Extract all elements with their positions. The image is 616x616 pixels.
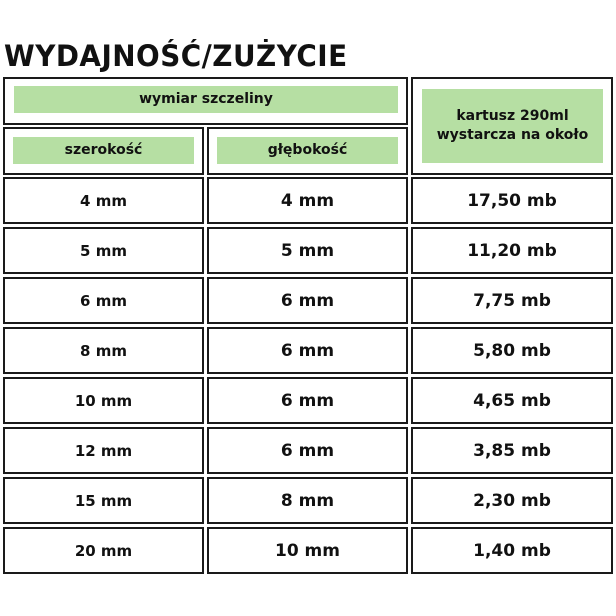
width-cell: 20 mm: [3, 527, 204, 574]
coverage-cell: 17,50 mb: [411, 177, 613, 224]
coverage-cell: 11,20 mb: [411, 227, 613, 274]
coverage-cell: 4,65 mb: [411, 377, 613, 424]
width-cell: 12 mm: [3, 427, 204, 474]
header-depth-label: głębokość: [217, 137, 398, 164]
coverage-cell: 1,40 mb: [411, 527, 613, 574]
depth-cell: 6 mm: [207, 277, 408, 324]
depth-cell: 4 mm: [207, 177, 408, 224]
depth-cell: 6 mm: [207, 327, 408, 374]
depth-cell: 6 mm: [207, 427, 408, 474]
header-width-label: szerokość: [13, 137, 194, 164]
page-title: WYDAJNOŚĆ/ZUŻYCIE: [4, 39, 348, 73]
width-cell: 8 mm: [3, 327, 204, 374]
depth-cell: 5 mm: [207, 227, 408, 274]
width-cell: 10 mm: [3, 377, 204, 424]
coverage-cell: 2,30 mb: [411, 477, 613, 524]
width-cell: 5 mm: [3, 227, 204, 274]
width-cell: 4 mm: [3, 177, 204, 224]
coverage-cell: 5,80 mb: [411, 327, 613, 374]
header-coverage-line1: kartusz 290ml: [456, 108, 569, 124]
coverage-cell: 3,85 mb: [411, 427, 613, 474]
width-cell: 15 mm: [3, 477, 204, 524]
header-gap-dimension-label: wymiar szczeliny: [14, 86, 398, 113]
header-coverage-line2: wystarcza na około: [436, 127, 589, 143]
depth-cell: 6 mm: [207, 377, 408, 424]
header-coverage-label: [422, 89, 603, 163]
depth-cell: 10 mm: [207, 527, 408, 574]
width-cell: 6 mm: [3, 277, 204, 324]
depth-cell: 8 mm: [207, 477, 408, 524]
coverage-cell: 7,75 mb: [411, 277, 613, 324]
